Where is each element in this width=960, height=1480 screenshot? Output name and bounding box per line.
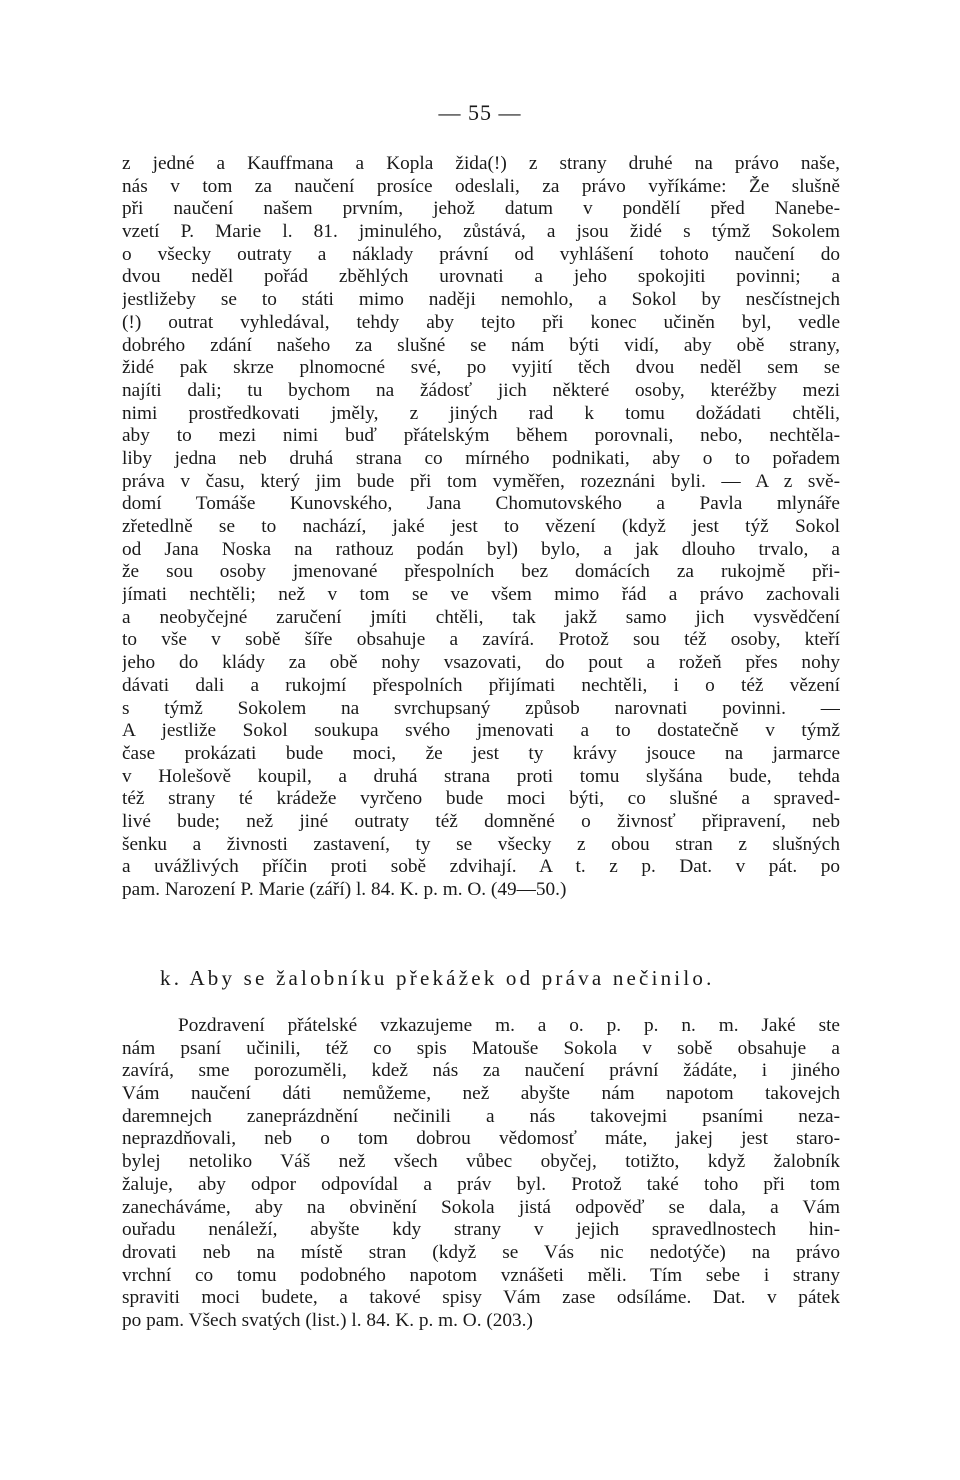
text-line: o všecky outraty a náklady právní od vyhlášení tohoto naučení do	[122, 243, 840, 265]
text-line: najíti dali; tu bychom na žádosť jich některé osoby, kteréžby mezi	[122, 379, 840, 401]
text-line: nimi prostředkovati jměly, z jiných rad k tomu dožádati chtěli,	[122, 402, 840, 424]
text-line: jestližeby se to státi mimo naději nemohlo, a Sokol by nesčístnejch	[122, 289, 840, 311]
text-line: (!) outrat vyhledával, tehdy aby tejto při konec učiněn byl, vedle	[122, 311, 840, 333]
text-line: nás v tom za naučení prosíce odeslali, za právo vyříkáme: Že slušně	[122, 175, 840, 197]
text-line: spraviti moci budete, a takové spisy Vám zase odsíláme. Dat. v pátek	[122, 1287, 840, 1309]
text-line: z jedné a Kauffmana a Kopla žida(!) z strany druhé na právo naše,	[122, 153, 840, 174]
text-line: v Holešově koupil, a druhá strana proti tomu slyšána bude, tehda	[122, 765, 840, 787]
text-line: zřetedlně se to nachází, jaké jest to vězení (když jest týž Sokol	[122, 516, 840, 537]
page-number: — 55 —	[438, 100, 522, 125]
text-line: zanecháváme, aby na obvinění Sokola jistá odpověď se dala, a Vám	[122, 1196, 840, 1218]
text-line: práva v času, který jim bude při tom vyměřen, rozeznáni byli. — A z svě-	[122, 470, 840, 492]
text-line: ouřadu nenáleží, abyšte kdy strany v jejich spravedlnostech hin-	[122, 1219, 840, 1241]
text-line: domí Tomáše Kunovského, Jana Chomutovského a Pavla mlynáře	[122, 493, 840, 515]
text-line: dobrého zdání našeho za slušné se nám býti vidí, aby obě strany,	[122, 334, 840, 356]
text-line: s týmž Sokolem na svrchupsaný způsob narovnati povinni. —	[122, 697, 840, 719]
text-line: židé pak skrze plnomocné své, po vyjití těch dvou neděl sem se	[122, 357, 840, 379]
text-line: šenku a živnosti zastavení, ty se všecky z obou stran z slušných	[122, 833, 840, 855]
text-line: též strany té krádeže vyrčeno bude moci býti, co slušné a spraved-	[122, 788, 840, 810]
text-line: livé bude; než jiné outraty též domněné o živnosť připravení, neb	[122, 810, 840, 832]
text-line: nám psaní učinili, též co spis Matouše Sokola v sobě obsahuje a	[122, 1037, 840, 1059]
text-line: po pam. Všech svatých (list.) l. 84. K. p. m. O. (203.)	[122, 1309, 533, 1331]
text-line: liby jedna neb druhá strana co mírného podnikati, aby o to pořadem	[122, 447, 840, 469]
section-heading: k. Aby se žalobníku překážek od práva nečinilo.	[160, 966, 715, 990]
text-line: čase prokázati bude moci, že jest ty krávy jsouce na jarmarce	[122, 742, 840, 764]
text-line: aby to mezi nimi buď přátelským během porovnali, nebo, nechtěla-	[122, 425, 840, 447]
text-line: dávati dali a rukojmí přespolních přijímati nechtěli, i o též vězení	[122, 674, 840, 696]
text-line: Pozdravení přátelské vzkazujeme m. a o. p. p. n. m. Jaké ste	[178, 1015, 840, 1036]
text-line: neprazdňovali, neb o tom dobrou vědomosť máte, jakej jest staro-	[122, 1128, 840, 1150]
text-line: a uvážlivých příčin proti sobě zdvihají. A t. z p. Dat. v pát. po	[122, 856, 840, 878]
text-line: zavírá, sme porozuměli, kdež nás za naučení právní žádáte, i jiného	[122, 1060, 840, 1082]
text-line: to vše v sobě šíře obsahuje a zavírá. Protož sou též osoby, kteří	[122, 629, 840, 651]
text-line: drovati neb na místě stran (když se Vás nic nedotýče) na právo	[122, 1241, 840, 1263]
text-line: pam. Narození P. Marie (září) l. 84. K. p. m. O. (49—50.)	[122, 879, 567, 900]
text-line: jímati nechtěli; než v tom se ve všem mimo řád a právo zachovali	[122, 584, 840, 606]
text-line: od Jana Noska na rathouz podán byl) bylo, a jak dlouho trvalo, a	[122, 538, 840, 560]
text-line: vzetí P. Marie l. 81. jminulého, zůstává, a jsou židé s týmž Sokolem	[122, 221, 840, 243]
text-line: A jestliže Sokol soukupa svého jmenovati a to dostatečně v týmž	[122, 720, 840, 742]
text-line: a neobyčejné zaručení jmíti chtěli, tak jakž samo jich vysvědčení	[122, 606, 840, 628]
text-line: vrchní co tomu podobného napotom vznášeti měli. Tím sebe i strany	[122, 1264, 840, 1286]
text-line: jeho do klády za obě nohy vsazovati, do pout a rožeň přes nohy	[122, 652, 840, 674]
text-line: že sou osoby jmenované přespolních bez domácích za rukojmě při-	[122, 561, 840, 583]
text-line: dvou neděl pořád zběhlých urovnati a jeho spokojiti povinni; a	[122, 266, 840, 288]
paragraph-letter	[122, 1015, 840, 1333]
text-line: žaluje, aby odpor odpovídal a práv byl. Protož také toho při tom	[122, 1173, 840, 1195]
text-line: při naučení našem prvním, jehož datum v pondělí před Nanebe-	[122, 198, 840, 220]
paragraph-main	[122, 153, 840, 902]
text-line: daremnejch zaneprázdnění nečinili a nás takovejmi psaními neza-	[122, 1105, 840, 1127]
text-line: Vám naučení dáti nemůžeme, než abyšte nám napotom takovejch	[122, 1083, 840, 1105]
text-line: bylej netoliko Váš než všech vůbec obyčej, totižto, když žalobník	[122, 1151, 840, 1173]
